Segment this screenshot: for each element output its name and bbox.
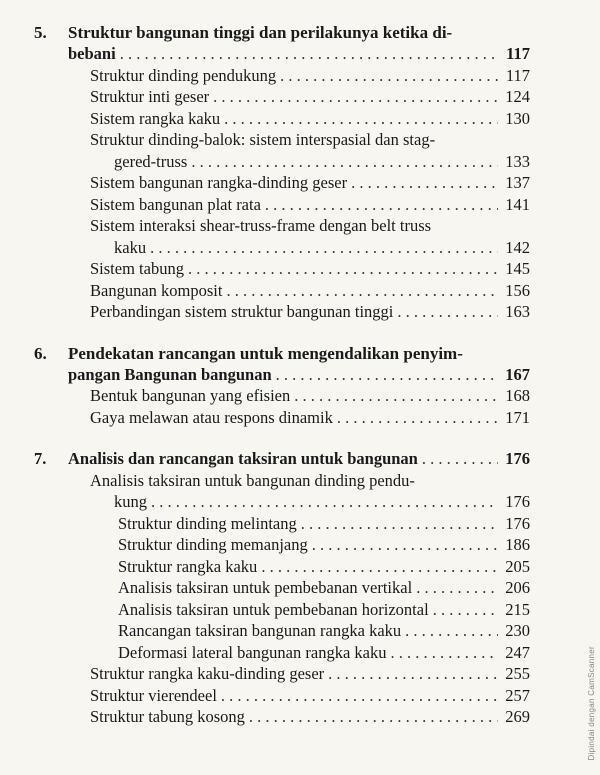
leader-dots [280, 65, 498, 87]
leader-dots [294, 385, 498, 407]
leader-dots [249, 706, 498, 728]
leader-dots [337, 407, 498, 429]
toc-subentry [34, 577, 530, 599]
chapter-6 [34, 343, 530, 429]
chapter-5 [34, 22, 530, 323]
entry-title: Gaya melawan atau respons dinamik [90, 407, 333, 427]
toc-entry [34, 685, 530, 707]
entry-title: Struktur dinding-balok: sistem interspasial dan stag- [90, 130, 436, 149]
page-number: 142 [505, 237, 530, 257]
leader-dots [351, 172, 498, 194]
leader-dots [213, 86, 498, 108]
leader-dots [226, 280, 498, 302]
toc-entry [34, 108, 530, 130]
chapter-title-cont: bebani [68, 44, 116, 63]
chapter-title-line [34, 364, 530, 386]
page-number: 145 [505, 259, 530, 278]
page-number: 141 [505, 194, 530, 214]
chapter-title: Analisis dan rancangan taksiran untuk bangunan [68, 449, 418, 468]
page-number: 257 [505, 685, 530, 705]
entry-title: Struktur dinding melintang [118, 513, 297, 533]
chapter-number: 5. [34, 23, 47, 42]
entry-title: Bentuk bangunan yang efisien [90, 386, 291, 405]
page-number: 156 [505, 280, 530, 300]
toc-entry [34, 215, 530, 237]
page-number: 230 [505, 621, 530, 640]
entry-title: Analisis taksiran untuk pembebanan vertikal [118, 578, 413, 597]
page-number: 124 [505, 87, 530, 106]
toc-entry [34, 301, 530, 323]
chapter-heading [34, 22, 530, 43]
leader-dots [261, 556, 498, 578]
chapter-heading [34, 343, 530, 364]
chapter-number: 6. [34, 343, 47, 363]
leader-dots [221, 685, 498, 707]
page-number: 269 [505, 707, 530, 726]
toc-entry [34, 172, 530, 194]
leader-dots [151, 491, 498, 513]
chapter-title: Struktur bangunan tinggi dan perilakunya ketika di- [68, 23, 453, 42]
page-number: 186 [505, 535, 530, 554]
toc-entry [34, 65, 530, 87]
toc-entry [34, 194, 530, 216]
leader-dots [276, 364, 498, 386]
leader-dots [301, 513, 498, 535]
entry-title: Sistem tabung [90, 259, 184, 278]
leader-dots [224, 108, 498, 130]
entry-title: Deformasi lateral bangunan rangka kaku [118, 642, 387, 662]
toc-entry [34, 129, 530, 151]
toc-subentry [34, 556, 530, 578]
leader-dots [150, 237, 498, 259]
toc-entry [34, 385, 530, 407]
page-number: 168 [505, 386, 530, 405]
entry-title: Struktur rangka kaku-dinding geser [90, 664, 325, 683]
entry-title: Analisis taksiran untuk pembebanan horizontal [118, 599, 429, 619]
entry-title: Sistem bangunan plat rata [90, 194, 261, 214]
entry-title: Struktur rangka kaku [118, 556, 258, 576]
page-number: 130 [505, 108, 530, 128]
toc-entry [34, 663, 530, 685]
page-number: 247 [505, 642, 530, 662]
page-number: 176 [505, 513, 530, 533]
toc-entry [34, 280, 530, 302]
page-number: 206 [505, 578, 530, 597]
leader-dots [390, 642, 498, 664]
entry-title: Perbandingan sistem struktur bangunan tinggi [90, 302, 394, 321]
toc-subentry [34, 513, 530, 535]
scanner-watermark: Dipindai dengan CamScanner [587, 646, 596, 761]
chapter-7 [34, 448, 530, 728]
toc-entry [34, 258, 530, 280]
leader-dots [120, 43, 498, 65]
leader-dots [191, 151, 498, 173]
leader-dots [405, 620, 498, 642]
entry-title: Sistem bangunan rangka-dinding geser [90, 173, 348, 192]
leader-dots [328, 663, 498, 685]
entry-title: Sistem interaksi shear-truss-frame dengan belt truss [90, 216, 432, 235]
entry-title: Sistem rangka kaku [90, 108, 221, 128]
toc-entry-cont [34, 151, 530, 173]
page-number: 163 [505, 302, 530, 321]
toc-subentry [34, 599, 530, 621]
leader-dots [397, 301, 498, 323]
chapter-title: Pendekatan rancangan untuk mengendalikan penyim- [68, 343, 463, 363]
chapter-heading [34, 448, 530, 470]
leader-dots [422, 448, 498, 470]
entry-title-cont: kaku [114, 237, 147, 257]
entry-title: Struktur inti geser [90, 87, 210, 106]
page-number: 205 [505, 556, 530, 576]
entry-title: Rancangan taksiran bangunan rangka kaku [118, 621, 402, 640]
page-number: 176 [505, 449, 530, 468]
page-number: 215 [505, 599, 530, 619]
leader-dots [188, 258, 498, 280]
toc-entry [34, 86, 530, 108]
page-number: 171 [505, 407, 530, 427]
page-number: 117 [505, 65, 530, 85]
toc-entry [34, 470, 530, 492]
entry-title: Analisis taksiran untuk bangunan dinding pendu- [90, 470, 415, 490]
toc-entry-cont [34, 491, 530, 513]
page-number: 176 [505, 492, 530, 511]
entry-title: Struktur tabung kosong [90, 707, 245, 726]
page-number: 137 [505, 173, 530, 192]
toc-subentry [34, 642, 530, 664]
entry-title-cont: kung [114, 492, 147, 511]
toc-entry [34, 407, 530, 429]
entry-title: Struktur vierendeel [90, 685, 217, 705]
entry-title: Struktur dinding pendukung [90, 65, 277, 85]
table-of-contents [34, 22, 530, 748]
leader-dots [433, 599, 498, 621]
page-number: 255 [505, 664, 530, 683]
toc-subentry [34, 620, 530, 642]
entry-title: Bangunan komposit [90, 280, 223, 300]
leader-dots [265, 194, 498, 216]
page-number: 167 [505, 364, 530, 384]
chapter-title-line [34, 43, 530, 65]
leader-dots [312, 534, 498, 556]
chapter-number: 7. [34, 449, 47, 468]
toc-entry [34, 706, 530, 728]
leader-dots [416, 577, 498, 599]
toc-entry-cont [34, 237, 530, 259]
chapter-title-cont: pangan Bangunan bangunan [68, 364, 272, 384]
toc-subentry [34, 534, 530, 556]
entry-title-cont: gered-truss [114, 151, 188, 171]
entry-title: Struktur dinding memanjang [118, 535, 308, 554]
page-number: 133 [505, 151, 530, 171]
page-number: 117 [506, 44, 530, 63]
